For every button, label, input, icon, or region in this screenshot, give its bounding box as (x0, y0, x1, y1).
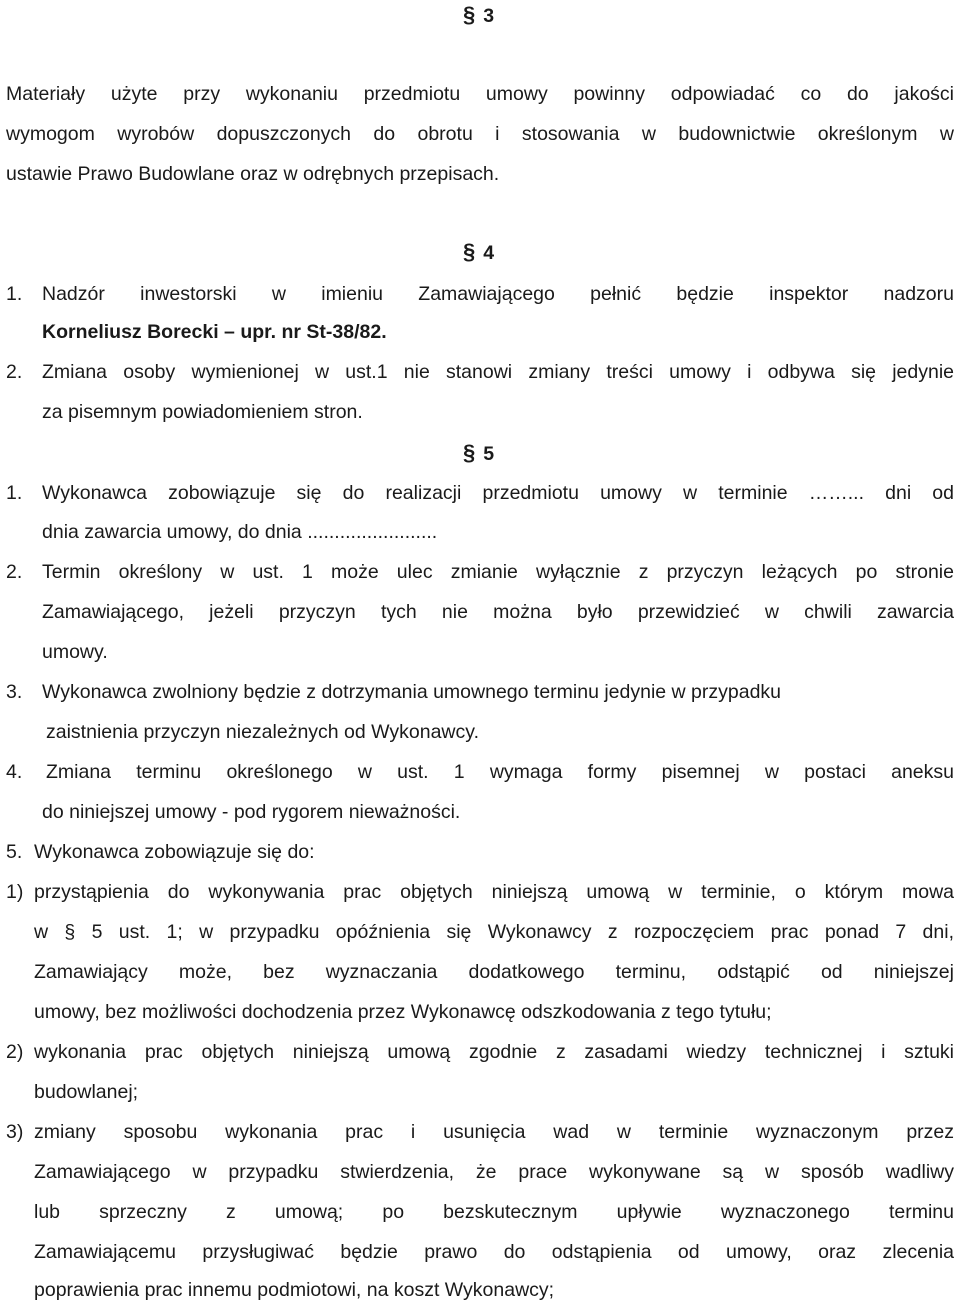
paragraph-line: poprawienia prac innemu podmiotowi, na koszt Wykonawcy; (34, 1279, 555, 1301)
paragraph-line: w § 5 ust. 1; w przypadku opóźnienia się Wykonawcy z rozpoczęciem prac ponad 7 dni, (34, 921, 954, 943)
paragraph-line: ustawie Prawo Budowlane oraz w odrębnych przepisach. (6, 163, 500, 185)
paragraph-line: za pisemnym powiadomieniem stron. (42, 401, 363, 423)
paragraph-line: lub sprzeczny z umową; po bezskutecznym upływie wyznaczonego terminu (34, 1201, 954, 1223)
paragraph-line: Zmiana osoby wymienionej w ust.1 nie stanowi zmiany treści umowy i odbywa się jedynie (42, 361, 954, 383)
paragraph-line: wykonania prac objętych niniejszą umową zgodnie z zasadami wiedzy technicznej i sztuki (34, 1041, 954, 1063)
paragraph-line: do niniejszej umowy - pod rygorem nieważności. (42, 801, 461, 823)
paragraph-line: dnia zawarcia umowy, do dnia ........................ (42, 521, 438, 543)
paragraph-line: umowy. (42, 641, 108, 663)
list-number: 2. (6, 361, 23, 383)
paragraph-line: Zamawiającemu przysługiwać będzie prawo do odstąpienia od umowy, oraz zlecenia (34, 1241, 954, 1263)
paragraph-line: wymogom wyrobów dopuszczonych do obrotu i stosowania w budownictwie określonym w (6, 123, 954, 145)
list-number: 3) (6, 1121, 24, 1143)
paragraph-line: Wykonawca zobowiązuje się do realizacji przedmiotu umowy w terminie ……... dni od (42, 482, 954, 504)
paragraph-line: Zmiana terminu określonego w ust. 1 wymaga formy pisemnej w postaci aneksu (46, 761, 954, 783)
list-number: 2) (6, 1041, 24, 1063)
list-number: 2. (6, 561, 23, 583)
list-number: 5. (6, 841, 23, 863)
paragraph-line: Zamawiającego w przypadku stwierdzenia, że prace wykonywane są w sposób wadliwy (34, 1161, 954, 1183)
list-number: 3. (6, 681, 23, 703)
paragraph-line: budowlanej; (34, 1081, 139, 1103)
paragraph-line: umowy, bez możliwości dochodzenia przez Wykonawcę odszkodowania z tego tytułu; (34, 1001, 772, 1023)
paragraph-line: Wykonawca zobowiązuje się do: (34, 841, 315, 863)
paragraph-line: przystąpienia do wykonywania prac objętych niniejszą umową w terminie, o którym mowa (34, 881, 954, 903)
paragraph-line: Termin określony w ust. 1 może ulec zmianie wyłącznie z przyczyn leżących po stronie (42, 561, 954, 583)
inspector-name: Korneliusz Borecki – upr. nr St-38/82. (42, 321, 387, 343)
paragraph-line: Zamawiającego, jeżeli przyczyn tych nie można było przewidzieć w chwili zawarcia (42, 601, 954, 623)
section-heading-4: § 4 (463, 239, 495, 264)
paragraph-line: Nadzór inwestorski w imieniu Zamawiającego pełnić będzie inspektor nadzoru (42, 283, 954, 305)
list-number: 4. (6, 761, 23, 783)
paragraph-line: zaistnienia przyczyn niezależnych od Wykonawcy. (46, 721, 479, 743)
paragraph-line: Zamawiający może, bez wyznaczania dodatkowego terminu, odstąpić od niniejszej (34, 961, 954, 983)
list-number: 1. (6, 482, 23, 504)
paragraph-line: Wykonawca zwolniony będzie z dotrzymania umownego terminu jedynie w przypadku (42, 681, 782, 703)
paragraph-line: zmiany sposobu wykonania prac i usunięcia wad w terminie wyznaczonym przez (34, 1121, 954, 1143)
paragraph-line: Materiały użyte przy wykonaniu przedmiotu umowy powinny odpowiadać co do jakości (6, 83, 954, 105)
list-number: 1. (6, 283, 23, 305)
section-heading-3: § 3 (463, 2, 495, 27)
section-heading-5: § 5 (463, 440, 495, 465)
list-number: 1) (6, 881, 24, 903)
